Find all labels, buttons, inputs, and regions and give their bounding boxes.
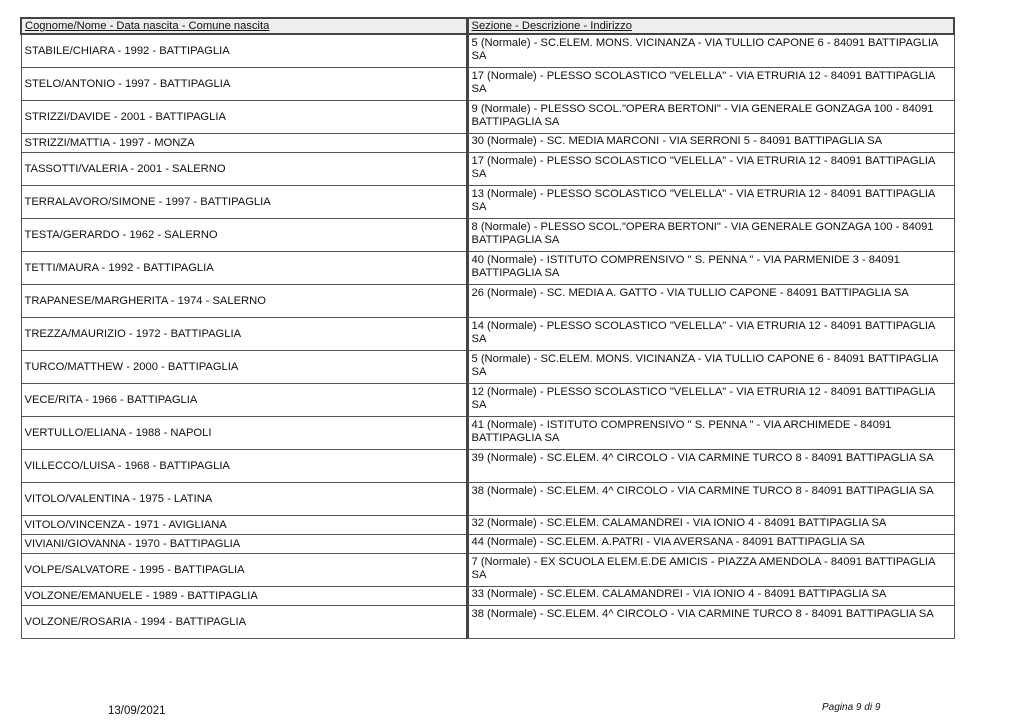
table-row — [21, 134, 954, 153]
section-cell: 33 (Normale) - SC.ELEM. CALAMANDREI - VIA IONIO 4 - 84091 BATTIPAGLIA SA — [467, 587, 954, 606]
person-cell: VERTULLO/ELIANA - 1988 - NAPOLI — [21, 417, 467, 450]
person-cell: TREZZA/MAURIZIO - 1972 - BATTIPAGLIA — [21, 318, 467, 351]
person-cell: VOLPE/SALVATORE - 1995 - BATTIPAGLIA — [21, 554, 467, 587]
voter-list-table — [20, 17, 955, 639]
section-cell: 9 (Normale) - PLESSO SCOL."OPERA BERTONI" - VIA GENERALE GONZAGA 100 - 84091 BATTIPAGLIA SA — [467, 101, 954, 134]
section-cell: 26 (Normale) - SC. MEDIA A. GATTO - VIA TULLIO CAPONE - 84091 BATTIPAGLIA SA — [467, 285, 954, 318]
table-row — [21, 68, 954, 101]
person-cell: VITOLO/VINCENZA - 1971 - AVIGLIANA — [21, 516, 467, 535]
table-row — [21, 587, 954, 606]
person-cell: TASSOTTI/VALERIA - 2001 - SALERNO — [21, 153, 467, 186]
section-cell: 41 (Normale) - ISTITUTO COMPRENSIVO " S. PENNA " - VIA ARCHIMEDE - 84091 BATTIPAGLIA SA — [467, 417, 954, 450]
section-cell: 30 (Normale) - SC. MEDIA MARCONI - VIA SERRONI 5 - 84091 BATTIPAGLIA SA — [467, 134, 954, 153]
person-cell: TURCO/MATTHEW - 2000 - BATTIPAGLIA — [21, 351, 467, 384]
person-cell: TETTI/MAURA - 1992 - BATTIPAGLIA — [21, 252, 467, 285]
table-row — [21, 516, 954, 535]
person-cell: VOLZONE/EMANUELE - 1989 - BATTIPAGLIA — [21, 587, 467, 606]
person-cell: VILLECCO/LUISA - 1968 - BATTIPAGLIA — [21, 450, 467, 483]
header-section: Sezione - Descrizione - Indirizzo — [467, 18, 954, 34]
section-cell: 5 (Normale) - SC.ELEM. MONS. VICINANZA - VIA TULLIO CAPONE 6 - 84091 BATTIPAGLIA SA — [467, 34, 954, 68]
table-row — [21, 417, 954, 450]
table-body — [21, 34, 954, 639]
table-row — [21, 384, 954, 417]
person-cell: STELO/ANTONIO - 1997 - BATTIPAGLIA — [21, 68, 467, 101]
person-cell: VECE/RITA - 1966 - BATTIPAGLIA — [21, 384, 467, 417]
table-row — [21, 252, 954, 285]
table-row — [21, 153, 954, 186]
header-person: Cognome/Nome - Data nascita - Comune nascita — [21, 18, 467, 34]
table-row — [21, 34, 954, 68]
table-row — [21, 606, 954, 639]
person-cell: VOLZONE/ROSARIA - 1994 - BATTIPAGLIA — [21, 606, 467, 639]
section-cell: 38 (Normale) - SC.ELEM. 4^ CIRCOLO - VIA CARMINE TURCO 8 - 84091 BATTIPAGLIA SA — [467, 606, 954, 639]
person-cell: VIVIANI/GIOVANNA - 1970 - BATTIPAGLIA — [21, 535, 467, 554]
person-cell: TESTA/GERARDO - 1962 - SALERNO — [21, 219, 467, 252]
footer-page-number: Pagina 9 di 9 — [822, 702, 881, 713]
table-row — [21, 219, 954, 252]
person-cell: STABILE/CHIARA - 1992 - BATTIPAGLIA — [21, 34, 467, 68]
table-row — [21, 450, 954, 483]
table-row — [21, 351, 954, 384]
table-row — [21, 535, 954, 554]
section-cell: 5 (Normale) - SC.ELEM. MONS. VICINANZA - VIA TULLIO CAPONE 6 - 84091 BATTIPAGLIA SA — [467, 351, 954, 384]
section-cell: 12 (Normale) - PLESSO SCOLASTICO "VELELLA" - VIA ETRURIA 12 - 84091 BATTIPAGLIA SA — [467, 384, 954, 417]
person-cell: TRAPANESE/MARGHERITA - 1974 - SALERNO — [21, 285, 467, 318]
person-cell: STRIZZI/MATTIA - 1997 - MONZA — [21, 134, 467, 153]
person-cell: STRIZZI/DAVIDE - 2001 - BATTIPAGLIA — [21, 101, 467, 134]
section-cell: 14 (Normale) - PLESSO SCOLASTICO "VELELLA" - VIA ETRURIA 12 - 84091 BATTIPAGLIA SA — [467, 318, 954, 351]
table-row — [21, 554, 954, 587]
table-row — [21, 101, 954, 134]
section-cell: 17 (Normale) - PLESSO SCOLASTICO "VELELLA" - VIA ETRURIA 12 - 84091 BATTIPAGLIA SA — [467, 153, 954, 186]
table-row — [21, 318, 954, 351]
section-cell: 7 (Normale) - EX SCUOLA ELEM.E.DE AMICIS - PIAZZA AMENDOLA - 84091 BATTIPAGLIA SA — [467, 554, 954, 587]
table-row — [21, 285, 954, 318]
section-cell: 38 (Normale) - SC.ELEM. 4^ CIRCOLO - VIA CARMINE TURCO 8 - 84091 BATTIPAGLIA SA — [467, 483, 954, 516]
section-cell: 39 (Normale) - SC.ELEM. 4^ CIRCOLO - VIA CARMINE TURCO 8 - 84091 BATTIPAGLIA SA — [467, 450, 954, 483]
section-cell: 44 (Normale) - SC.ELEM. A.PATRI - VIA AVERSANA - 84091 BATTIPAGLIA SA — [467, 535, 954, 554]
section-cell: 13 (Normale) - PLESSO SCOLASTICO "VELELLA" - VIA ETRURIA 12 - 84091 BATTIPAGLIA SA — [467, 186, 954, 219]
table-row — [21, 483, 954, 516]
section-cell: 8 (Normale) - PLESSO SCOL."OPERA BERTONI" - VIA GENERALE GONZAGA 100 - 84091 BATTIPAGLIA SA — [467, 219, 954, 252]
person-cell: TERRALAVORO/SIMONE - 1997 - BATTIPAGLIA — [21, 186, 467, 219]
table-header-row — [21, 18, 954, 34]
section-cell: 17 (Normale) - PLESSO SCOLASTICO "VELELLA" - VIA ETRURIA 12 - 84091 BATTIPAGLIA SA — [467, 68, 954, 101]
table-row — [21, 186, 954, 219]
section-cell: 40 (Normale) - ISTITUTO COMPRENSIVO " S. PENNA " - VIA PARMENIDE 3 - 84091 BATTIPAGLIA SA — [467, 252, 954, 285]
footer-date: 13/09/2021 — [108, 705, 166, 717]
person-cell: VITOLO/VALENTINA - 1975 - LATINA — [21, 483, 467, 516]
section-cell: 32 (Normale) - SC.ELEM. CALAMANDREI - VIA IONIO 4 - 84091 BATTIPAGLIA SA — [467, 516, 954, 535]
